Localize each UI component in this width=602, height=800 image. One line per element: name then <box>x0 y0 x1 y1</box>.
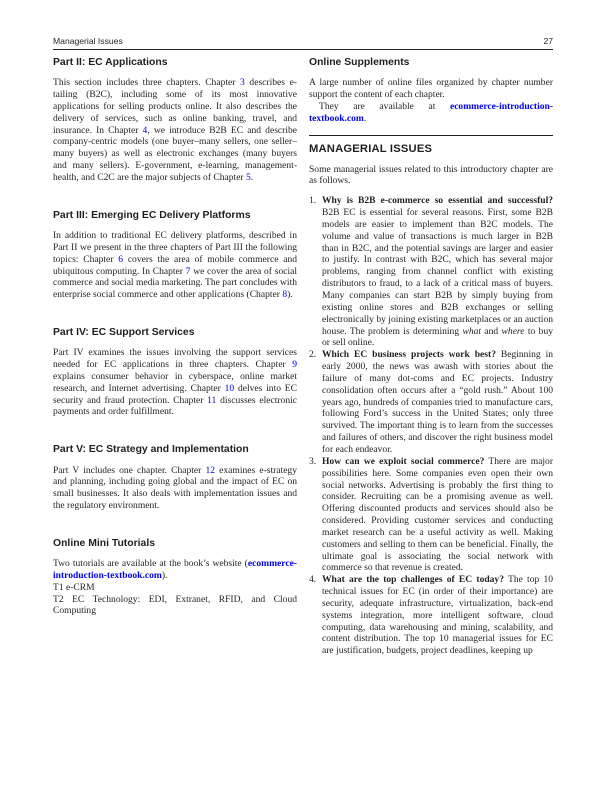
chapter-12-link[interactable]: 12 <box>205 464 216 476</box>
part3-paragraph: In addition to traditional EC delivery platforms, described in Part II we present in the three chapters of Part III the following topics: Chapter 6 covers the area of mobile commerce and ubiquitous computing. In Chapter 7 we cover the area of social commerce and social media marketing. The part concludes with enterprise social commerce and other applications (Chapter 8). <box>53 230 297 301</box>
chapter-4-link[interactable]: 4 <box>142 124 148 136</box>
supplements-paragraph: A large number of online files organized by chapter number support the content of each chapter. <box>309 77 553 101</box>
part5-paragraph: Part V includes one chapter. Chapter 12 examines e-strategy and planning, including going global and the impact of EC on small businesses. It also deals with implementation issues and the regulatory environment. <box>53 464 297 512</box>
supplements-link-paragraph: They are available at ecommerce-introduction-textbook.com. <box>309 100 553 124</box>
part5-heading: Part V: EC Strategy and Implementation <box>53 444 249 456</box>
item-text: Why is B2B e-commerce so essential and successful? B2B EC is essential for several reasons. First, some B2B models are easier to implement than B2C models. The volume and value of transactions is much larger in B2B than in B2C, and the potential savings are larger and easier to justify. In contrast with B2C, which has several major problems, ranging from channel conflict with existing distributors to fraud, to a lack of a critical mass of buyers. Many companies can start B2B by simply buying from existing online stores and B2B exchanges or selling electronically by joining existing marketplaces or an auction house. The problem is determining what and where to buy or sell online. <box>322 195 553 349</box>
item-number: 2. <box>309 349 317 361</box>
chapter-10-link[interactable]: 10 <box>224 382 235 394</box>
managerial-intro: Some managerial issues related to this introductory chapter are as follows. <box>309 163 553 187</box>
item-question: What are the top challenges of EC today? <box>322 574 504 586</box>
supplements-website-link[interactable]: ecommerce-introduction-textbook.com <box>309 100 553 124</box>
chapter-3-link[interactable]: 3 <box>240 77 245 89</box>
supplements-heading: Online Supplements <box>309 57 410 68</box>
item-number: 3. <box>309 455 317 467</box>
header-rule <box>53 49 553 50</box>
item-text: Which EC business projects work best? Beginning in early 2000, the news was awash with stories about the failure of many dot-coms and EC projects. Industry consolidation often occurs after a “gold rush.” About 100 years ago, hundreds of companies tried to manufacture cars, following Ford’s success in the United States; only three survived. The important thing is to learn from the successes and failures of others, and discover the right business model for each endeavor. <box>322 349 553 455</box>
item-number: 1. <box>309 195 317 207</box>
chapter-8-link[interactable]: 8 <box>282 289 288 301</box>
list-item <box>309 574 553 657</box>
item-question: Which EC business projects work best? <box>322 349 496 361</box>
managerial-issues-heading: MANAGERIAL ISSUES <box>309 135 553 156</box>
left-column <box>53 52 297 617</box>
item-text: What are the top challenges of EC today? The top 10 technical issues for EC (in order of their importance) are security, adequate infrastructure, virtualization, back-end systems integration, more intelligent software, cloud computing, data warehousing and mining, scalability, and content distribution. The top 10 managerial issues for EC are justification, budgets, project deadlines, keeping up <box>322 574 554 657</box>
part2-heading: Part II: EC Applications <box>53 57 168 68</box>
tutorial-item: T1 e-CRM <box>53 581 95 593</box>
item-text: How can we exploit social commerce? There are major possibilities here. Some companies even open their own social networks. Advertising is probably the first thing to consider. Recruiting can be a promising avenue as well. Offering discounted products and services should also be considered. Providing customer services and conducting market research can be a useful activity as well. Making customers and selling to them can be beneficial. Finally, the ultimate goal is associating the social network with commerce so that revenue is created. <box>322 455 553 574</box>
website-link[interactable]: ecommerce-introduction-textbook.com <box>53 558 297 581</box>
item-number: 4. <box>309 574 317 586</box>
chapter-11-link[interactable]: 11 <box>207 394 217 406</box>
list-item <box>309 349 553 456</box>
tutorial-item: T2 EC Technology: EDI, Extranet, RFID, and Cloud Computing <box>53 593 297 617</box>
mini-tutorials-heading: Online Mini Tutorials <box>53 537 155 549</box>
part3-heading: Part III: Emerging EC Delivery Platforms <box>53 209 251 221</box>
list-item <box>309 456 553 574</box>
chapter-6-link[interactable]: 6 <box>118 253 124 265</box>
part4-heading: Part IV: EC Support Services <box>53 327 195 339</box>
chapter-7-link[interactable]: 7 <box>185 265 191 277</box>
mini-tutorials-paragraph: Two tutorials are available at the book’s website (ecommerce-introduction-textbook.com). <box>53 558 297 581</box>
chapter-5-link[interactable]: 5 <box>246 171 251 183</box>
chapter-9-link[interactable]: 9 <box>292 359 297 371</box>
item-question: How can we exploit social commerce? <box>322 455 485 467</box>
right-column <box>309 52 553 657</box>
page-number: 27 <box>543 36 553 46</box>
item-question: Why is B2B e-commerce so essential and successful? <box>322 195 553 207</box>
running-title: Managerial Issues <box>53 36 123 46</box>
part2-paragraph: This section includes three chapters. Chapter 3 describes e-tailing (B2C), including some of its most innovative applications for selling products online. It also describes the delivery of services, such as online banking, travel, and insurance. In Chapter 4, we introduce B2B EC and describe company-centric models (one buyer–many sellers, one seller–many buyers) as well as electronic exchanges (many buyers and many sellers). E-government, e-learning, management-health, and C2C are the major subjects of Chapter 5. <box>53 77 297 183</box>
part4-paragraph: Part IV examines the issues involving the support services needed for EC applications in three chapters. Chapter 9 explains consumer behavior in cyberspace, online market research, and Internet advertising. Chapter 10 delves into EC security and fraud protection. Chapter 11 discusses electronic payments and order fulfillment. <box>53 347 297 418</box>
managerial-issues-list <box>309 195 553 657</box>
list-item <box>309 195 553 349</box>
